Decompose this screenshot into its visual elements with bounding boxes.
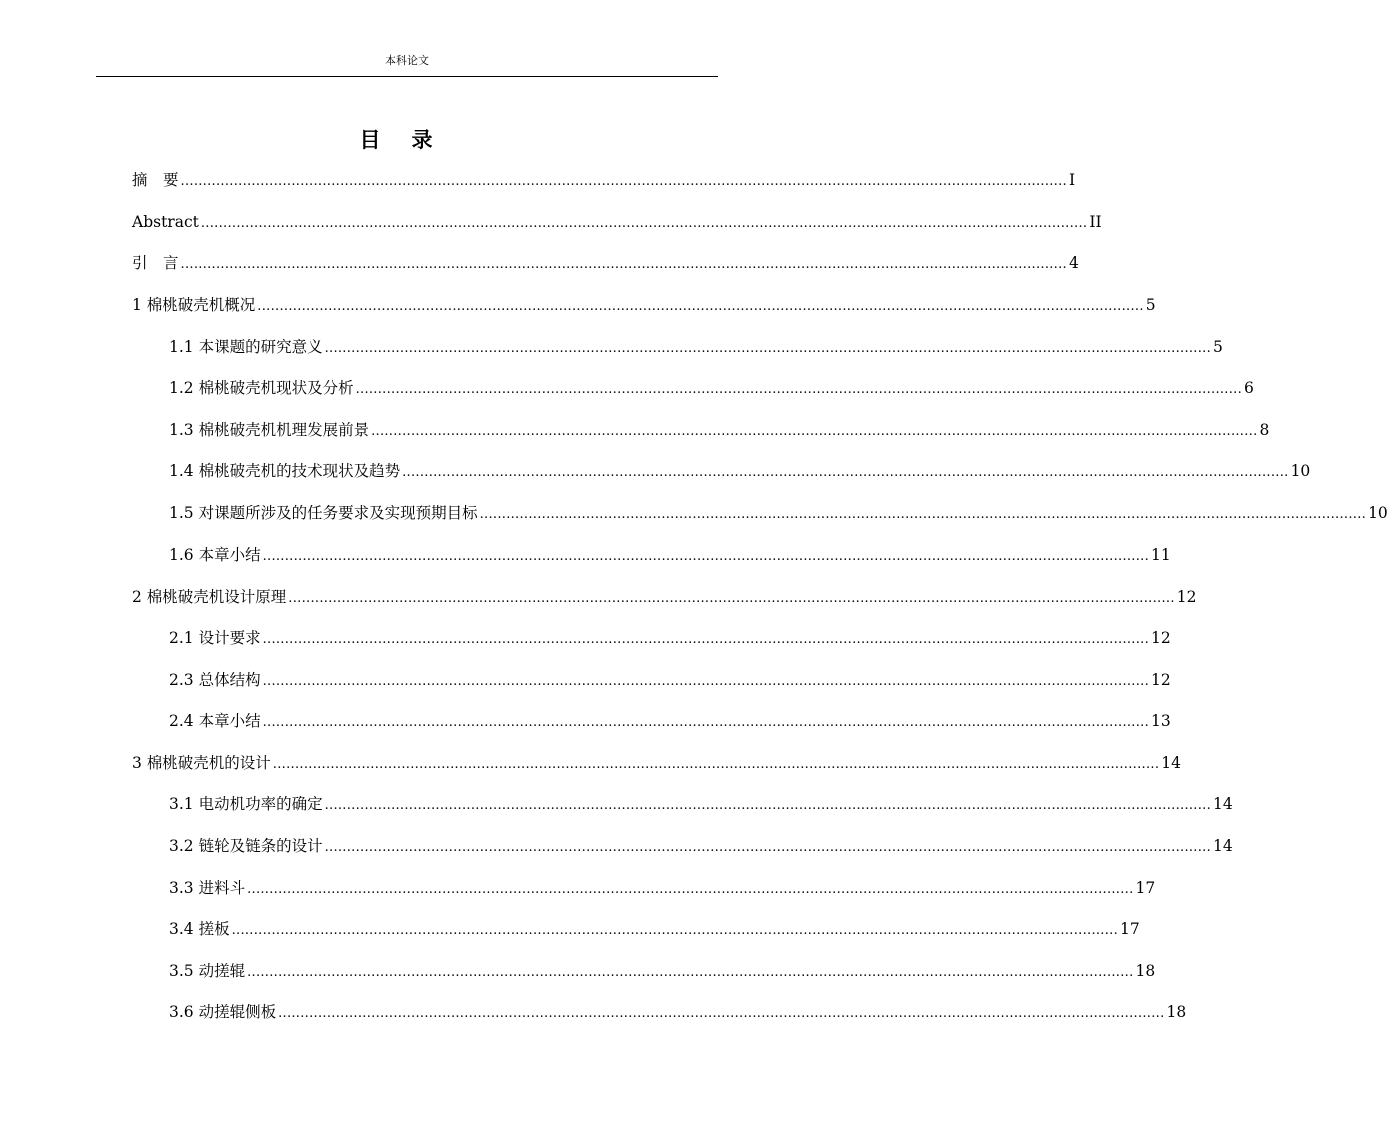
toc-title-char-2: 录 [411, 128, 434, 152]
header-text: 本科论文 [385, 54, 429, 67]
toc-entry-label: 1 棉桃破壳机概况 [132, 296, 256, 314]
dot-leader: ........................................................................................................................................................................................................ [257, 299, 1144, 314]
toc-entry-section-1-6[interactable] [169, 543, 1171, 567]
dot-leader: ........................................................................................................................................................................................................ [262, 632, 1150, 647]
toc-entry-chapter-2[interactable] [132, 585, 1197, 609]
toc-entry-page: 14 [1213, 837, 1233, 855]
toc-entry-label: 1.4 棉桃破壳机的技术现状及趋势 [169, 462, 401, 480]
toc-entry-label: 引 言 [132, 254, 179, 272]
dot-leader: ........................................................................................................................................................................................................ [180, 257, 1067, 272]
toc-entry-section-1-2[interactable] [169, 376, 1254, 400]
toc-entry-page: 17 [1135, 879, 1156, 897]
toc-title [0, 126, 793, 154]
toc-entry-section-2-1[interactable] [169, 626, 1171, 650]
toc-entry-section-3-2[interactable] [169, 834, 1233, 858]
toc-entry-page: 12 [1151, 629, 1171, 647]
toc-entry-label: 1.2 棉桃破壳机现状及分析 [169, 379, 354, 397]
dot-leader: ........................................................................................................................................................................................................ [479, 507, 1367, 522]
toc-entry-abstract-en[interactable] [132, 210, 1102, 234]
toc-entry-page: I [1068, 171, 1076, 189]
toc-entry-page: 5 [1213, 338, 1223, 356]
toc-entry-chapter-3[interactable] [132, 751, 1181, 775]
toc-entry-page: 10 [1290, 462, 1311, 480]
dot-leader: ........................................................................................................................................................................................................ [355, 382, 1243, 397]
toc-entry-label: 3.6 动搓辊侧板 [169, 1003, 277, 1021]
toc-entry-label: 3.5 动搓辊 [169, 962, 246, 980]
toc-entry-page: 14 [1161, 754, 1181, 772]
toc-entry-page: 8 [1259, 421, 1270, 439]
toc-title-char-1: 目 [359, 128, 382, 152]
toc-entry-label: 1.5 对课题所涉及的任务要求及实现预期目标 [169, 504, 478, 522]
toc-entry-label: 1.3 棉桃破壳机机理发展前景 [169, 421, 370, 439]
dot-leader: ........................................................................................................................................................................................................ [180, 174, 1067, 189]
dot-leader: ........................................................................................................................................................................................................ [278, 1006, 1165, 1021]
dot-leader: ........................................................................................................................................................................................................ [324, 840, 1212, 855]
toc-entry-section-2-4[interactable] [169, 709, 1171, 733]
toc-entry-page: 12 [1151, 671, 1171, 689]
toc-entry-section-3-5[interactable] [169, 959, 1156, 983]
toc-entry-page: 5 [1145, 296, 1156, 314]
toc-entry-page: 18 [1166, 1003, 1187, 1021]
toc-entry-label: 1.6 本章小结 [169, 546, 261, 564]
dot-leader: ........................................................................................................................................................................................................ [231, 923, 1119, 938]
toc-entry-page: 11 [1151, 546, 1171, 564]
dot-leader: ........................................................................................................................................................................................................ [402, 465, 1289, 480]
page-header [96, 54, 718, 77]
toc-entry-label: 3 棉桃破壳机的设计 [132, 754, 271, 772]
toc-entry-label: Abstract [132, 213, 199, 231]
toc-entry-page: 14 [1213, 795, 1233, 813]
toc-entry-label: 2.4 本章小结 [169, 712, 261, 730]
toc-entry-section-3-6[interactable] [169, 1000, 1187, 1024]
toc-entry-label: 2.3 总体结构 [169, 671, 261, 689]
toc-entry-section-3-1[interactable] [169, 792, 1233, 816]
dot-leader: ........................................................................................................................................................................................................ [288, 591, 1175, 606]
toc-entry-introduction[interactable] [132, 251, 1079, 275]
toc-entry-label: 3.2 链轮及链条的设计 [169, 837, 323, 855]
toc-entry-label: 摘 要 [132, 171, 179, 189]
toc-entry-label: 2 棉桃破壳机设计原理 [132, 588, 287, 606]
dot-leader: ........................................................................................................................................................................................................ [262, 549, 1150, 564]
toc-entry-section-3-3[interactable] [169, 876, 1156, 900]
toc-entry-section-1-3[interactable] [169, 418, 1270, 442]
toc-entry-page: 13 [1151, 712, 1171, 730]
dot-leader: ........................................................................................................................................................................................................ [324, 798, 1212, 813]
toc-entry-page: 6 [1244, 379, 1254, 397]
dot-leader: ........................................................................................................................................................................................................ [262, 715, 1150, 730]
dot-leader: ........................................................................................................................................................................................................ [247, 882, 1134, 897]
dot-leader: ........................................................................................................................................................................................................ [272, 757, 1160, 772]
toc-entry-section-1-1[interactable] [169, 335, 1223, 359]
toc-entry-label: 3.1 电动机功率的确定 [169, 795, 323, 813]
toc-entry-page: 4 [1068, 254, 1079, 272]
toc-entry-abstract-cn[interactable] [132, 168, 1076, 192]
dot-leader: ........................................................................................................................................................................................................ [371, 424, 1258, 439]
toc-entry-page: 10 [1368, 504, 1388, 522]
toc-entry-section-1-4[interactable] [169, 459, 1311, 483]
toc-entry-label: 3.4 搓板 [169, 920, 230, 938]
toc-entry-chapter-1[interactable] [132, 293, 1156, 317]
toc-entry-page: 17 [1120, 920, 1140, 938]
dot-leader: ........................................................................................................................................................................................................ [247, 965, 1134, 980]
dot-leader: ........................................................................................................................................................................................................ [324, 341, 1212, 356]
dot-leader: ........................................................................................................................................................................................................ [200, 216, 1088, 231]
toc-entry-label: 3.3 进料斗 [169, 879, 246, 897]
dot-leader: ........................................................................................................................................................................................................ [262, 674, 1150, 689]
toc-entry-page: 12 [1176, 588, 1197, 606]
toc-entry-section-1-5[interactable] [169, 501, 1388, 525]
toc-entry-label: 1.1 本课题的研究意义 [169, 338, 323, 356]
toc-entry-page: II [1089, 213, 1102, 231]
toc-entry-label: 2.1 设计要求 [169, 629, 261, 647]
toc-entry-section-2-3[interactable] [169, 668, 1171, 692]
toc-entry-page: 18 [1135, 962, 1156, 980]
toc-entry-section-3-4[interactable] [169, 917, 1140, 941]
